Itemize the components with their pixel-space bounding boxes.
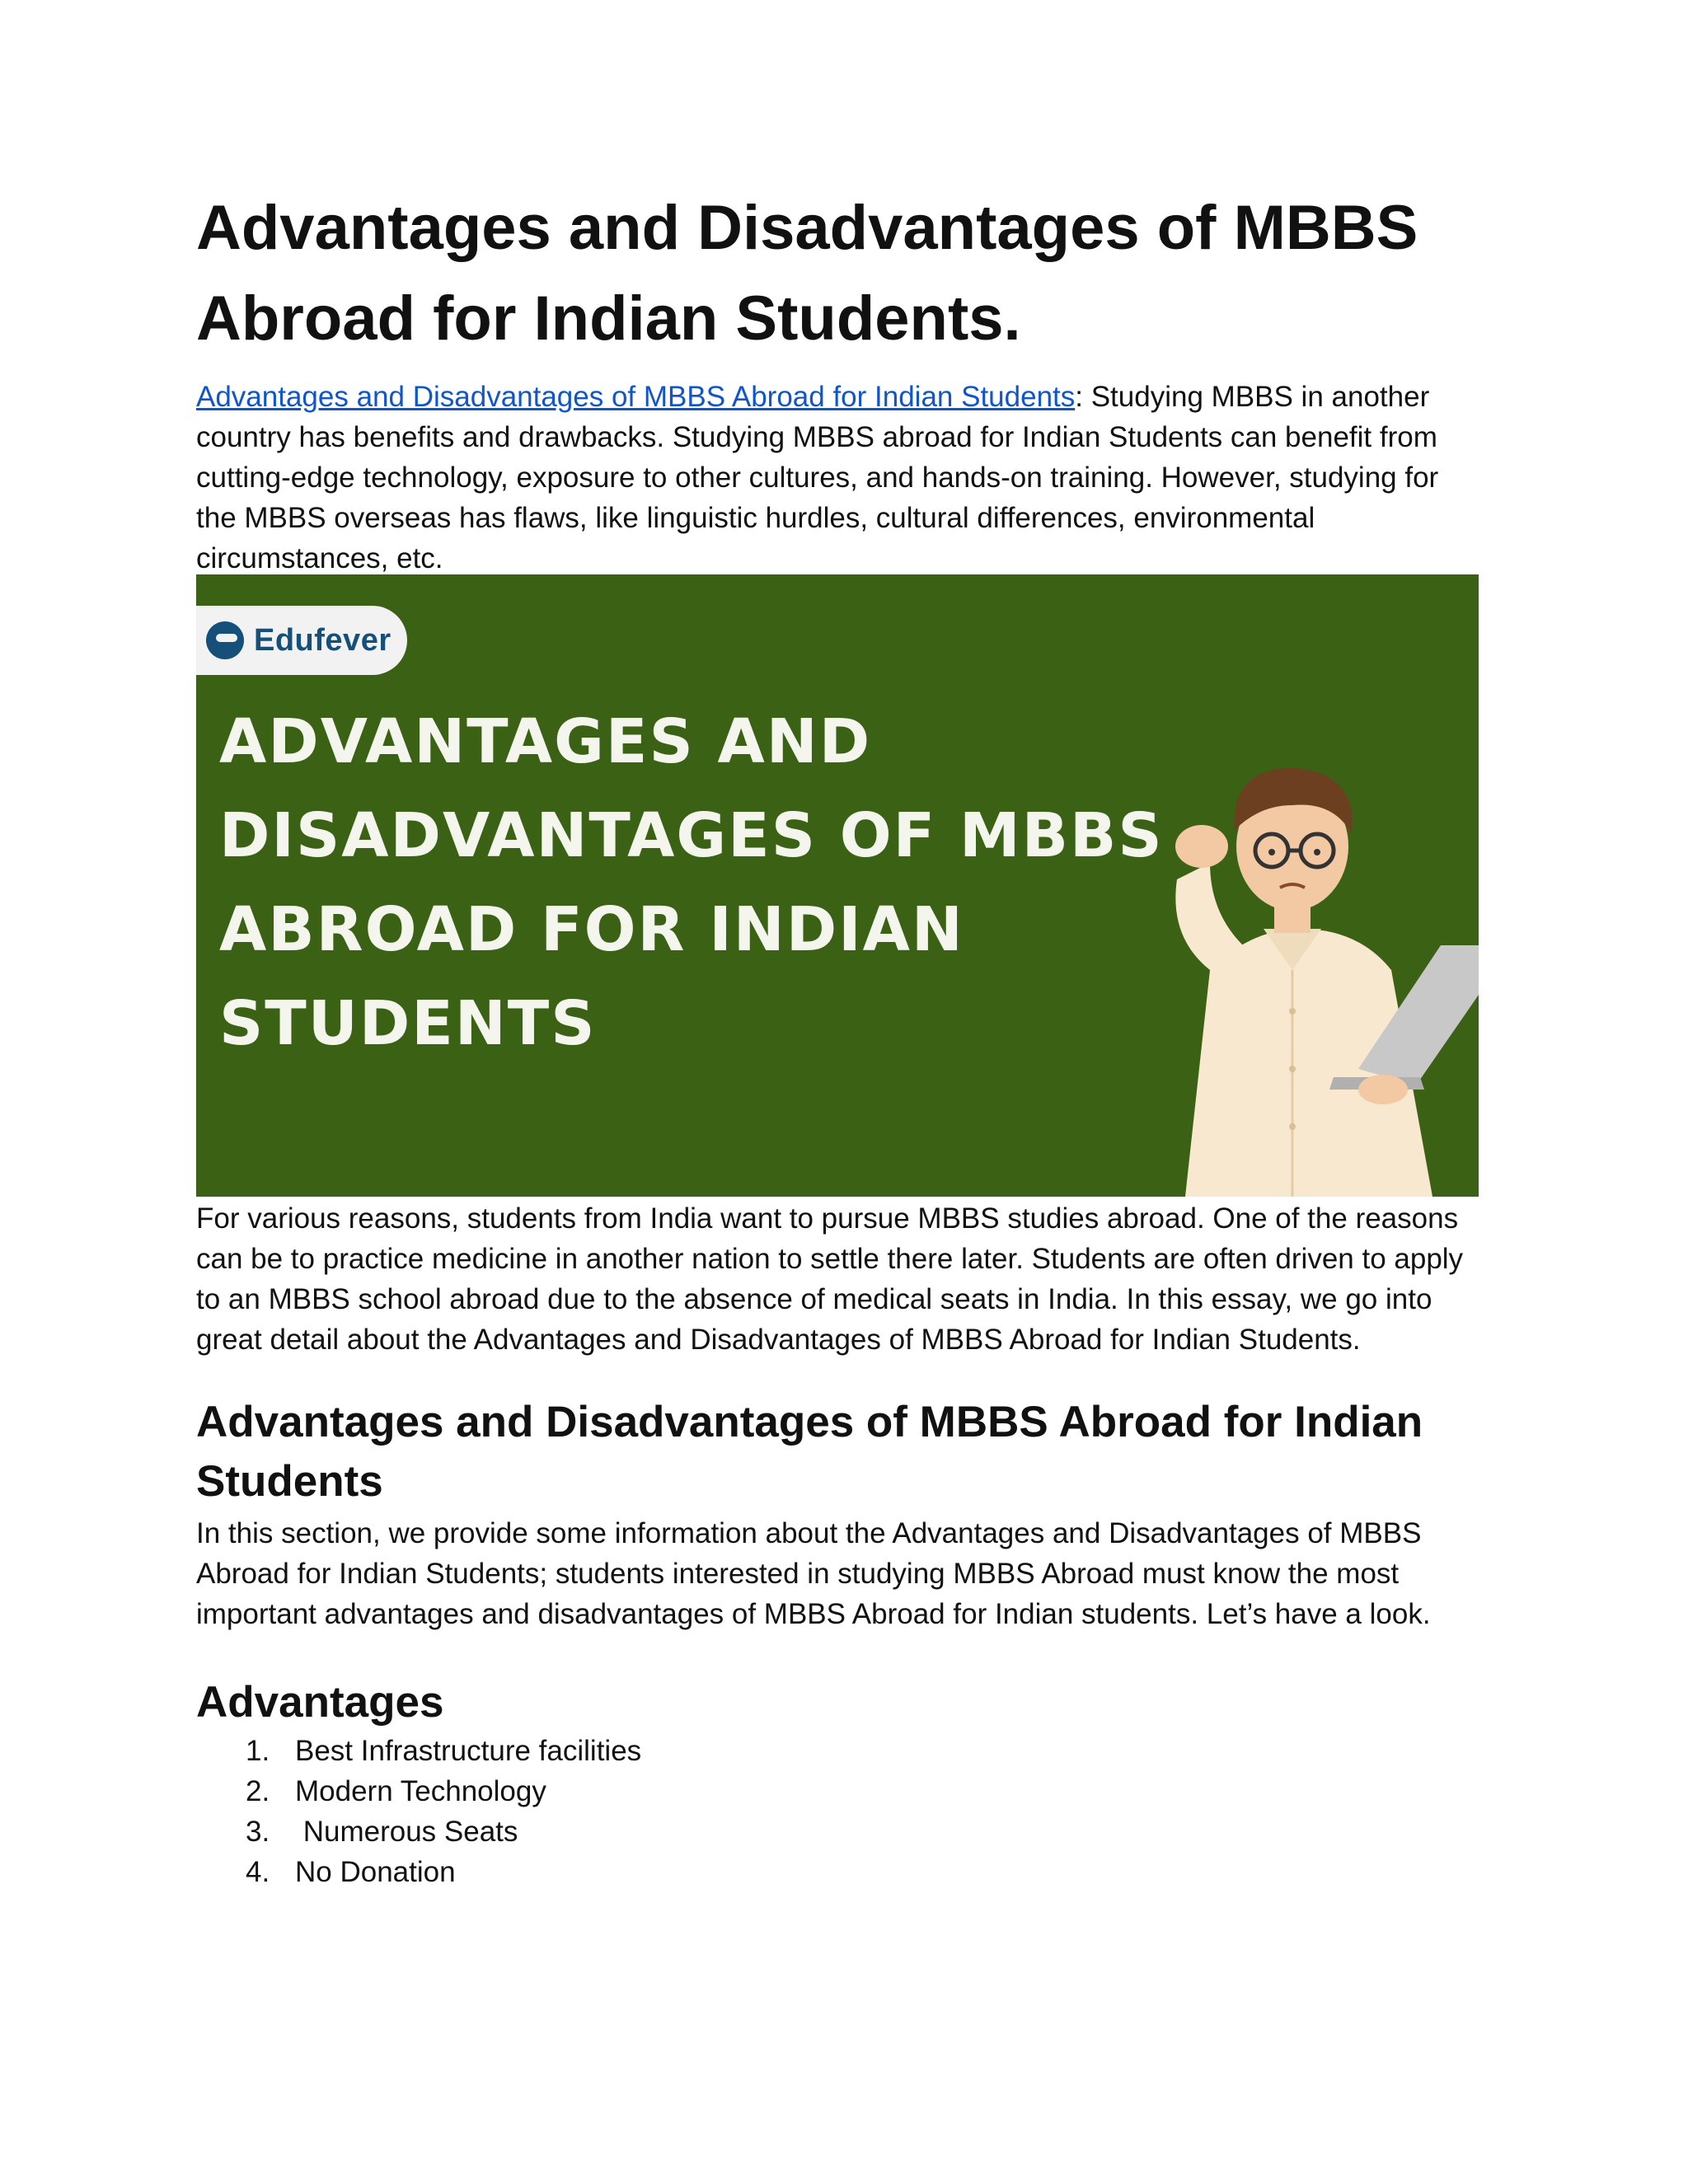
list-item-text: Best Infrastructure facilities [295,1735,642,1767]
section-heading: Advantages and Disadvantages of MBBS Abroad for Indian Students [196,1398,1423,1506]
banner-title-line: DISADVANTAGES OF MBBS [219,800,1164,871]
list-item-text: No Donation [295,1856,456,1888]
advantages-heading: Advantages [196,1678,444,1727]
logo-text: Edufever [254,622,392,658]
section-paragraph: In this section, we provide some information about the Advantages and Disadvantages of MBBS Abroad for Indian Students; students interested in studying MBBS Abroad must know the most important advantages and disadvantages of MBBS Abroad for Indian students. Let’s have a look. [196,1517,1431,1630]
list-item-text: Modern Technology [295,1775,546,1807]
list-item [196,1731,641,1771]
list-item-number: 4. [246,1856,270,1888]
banner-title [219,695,1167,1071]
banner-title-line: ABROAD FOR INDIAN [219,894,964,965]
banner-image [196,574,1479,1197]
list-item [196,1811,641,1852]
edufever-logo [196,606,407,675]
intro-text: : Studying MBBS in another country has benefits and drawbacks. Studying MBBS abroad for Indian Students can benefit from cutting-edge technology, exposure to other cultures, and hands-on training. However, studying for the MBBS overseas has flaws, like linguistic hurdles, cultural differences, environmental circumstances, etc. [196,381,1439,574]
logo-icon [206,621,244,659]
student-illustration-icon [1086,723,1479,1197]
advantages-list [196,1731,641,1892]
list-item-number: 3. [246,1816,270,1848]
page-title: Advantages and Disadvantages of MBBS Abroad for Indian Students. [196,193,1418,354]
banner-title-line: ADVANTAGES AND [219,706,872,777]
list-item [196,1771,641,1811]
list-item-number: 2. [246,1775,270,1807]
list-item-text: Numerous Seats [295,1816,518,1848]
intro-paragraph [196,377,1479,579]
intro-link[interactable]: Advantages and Disadvantages of MBBS Abroad for Indian Students [196,381,1076,413]
list-item-number: 1. [246,1735,270,1767]
body-paragraph: For various reasons, students from India want to pursue MBBS studies abroad. One of the reasons can be to practice medicine in another nation to settle there later. Students are often driven to apply to an MBBS school abroad due to the absence of medical seats in India. In this essay, we go into great detail about the Advantages and Disadvantages of MBBS Abroad for Indian Students. [196,1202,1464,1356]
list-item [196,1852,641,1892]
banner-title-line: STUDENTS [219,988,597,1059]
